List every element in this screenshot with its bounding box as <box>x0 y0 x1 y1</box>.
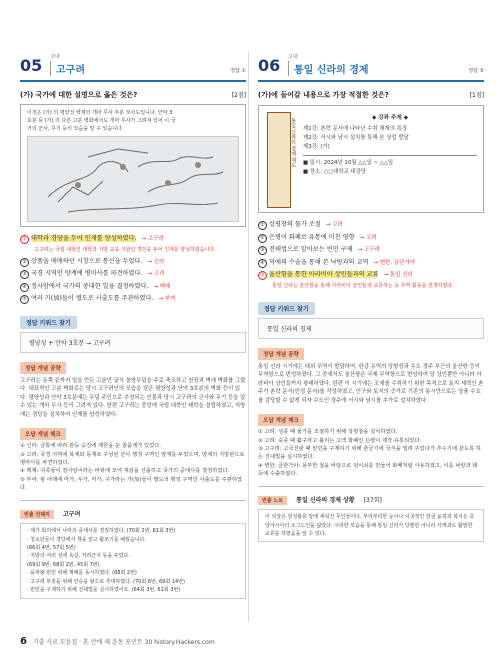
points: [1점] <box>469 92 484 99</box>
keyword-header: 정답 키워드 찾기 <box>258 302 315 315</box>
prompt-text: (가) 국가에 대한 설명으로 옳은 것은? <box>20 91 138 99</box>
option-mark: → 고려 <box>325 222 343 228</box>
option-1[interactable] <box>20 233 246 246</box>
scroll-banner <box>267 112 296 208</box>
option-text: 은병이 화폐로 유통에 미친 영향 <box>269 233 355 241</box>
answer-label: 정답 ① <box>230 68 246 74</box>
option-5[interactable] <box>258 269 484 282</box>
wrong-item: ④ 백제: 귀족들이 정사암이라는 바위에 모여 재상을 선출하고 국가의 중대사를 결정하였다. <box>20 468 230 475</box>
question-title: 고구려 <box>50 61 85 76</box>
poster-text <box>303 114 477 177</box>
wrong-item: ① 고려: 성종 때 물가를 조절하기 위해 상평창을 설치하였다. <box>258 429 398 436</box>
wrong-list <box>20 442 246 492</box>
wrong-item: ② 고려: 숙종 때 활구라고 불리는 고액 화폐인 은병이 제작·유통되었다. <box>258 437 422 444</box>
wrong-list <box>258 428 484 478</box>
wrong-item: ⑤ 부여: 왕 아래에 마가, 우가, 저가, 구가라는 가(加)들이 별도의 행정 구역인 사출도를 주관하였다. <box>20 476 242 491</box>
option-text: 울산항을 통한 아라비아 상인들과의 교류 <box>269 271 379 278</box>
option-text: 덕애의 수술을 통해 본 낙랑과의 교역 <box>269 258 369 266</box>
keyword-header: 정답 키워드 찾기 <box>20 316 77 329</box>
option-5[interactable] <box>20 293 246 306</box>
frequent-item: · 을파왕 빈민 위해 재해를 동시하였다. (68회 2번) <box>27 570 137 577</box>
frequent-text: 이 석상은 원성왕릉 앞에 세워진 무인상이다. 부리부리한 눈이나 이국적인 얼굴 윤곽과 복식은 중앙아시아의 소그드인을 닮았다. 이러한 모습을 통해 통일 신라가 당뿐만 아니라 서역과도 활발한 교류를 하였음을 알 수 있다. <box>258 509 484 542</box>
option-number: ⑤ <box>20 295 29 304</box>
lecture-row: 제1강: 촌락 문서에 나타난 수취 체제의 특징 <box>303 126 408 132</box>
frequent-code: [37회] <box>363 497 382 505</box>
option-mark: → 고구려 <box>141 236 164 242</box>
source-box <box>20 104 246 227</box>
option-number: ⑤ <box>258 271 267 280</box>
frequent-item: · 고구려 부흥을 위해 안승을 왕으로 추대하였다. (70회 6번, 69회 14번) <box>27 578 185 585</box>
concept-text: 고구려는 동쪽 끝까지 밀을 만든 고분인 굴식 돌방무덤을 주로 축조하고 천장과 벽에 벽화를 그렸다. 대표적인 고분 벽화로는 당시 고구려인의 모습을 담은 평양성과 안악 3호분의 벽화 등이 있다. 평양성과 안악 3호분에는 무덤 주인으로 추정되는 인물과 당시 고구려의 군사와 무기 등을 알 수 있는 개마 무사 등이 그려져 있다. 한편 고구려는 중앙에 국립 대학인 태학을 설립하였고, 지방에는 경당을 설치하여 인재를 양성하였다. <box>20 377 246 418</box>
poster-title: ◆ 강좌 주제 ◆ <box>371 115 409 121</box>
question-category: 고대 <box>50 54 60 60</box>
option-3[interactable] <box>258 244 484 257</box>
column-divider <box>248 52 249 622</box>
mural-image <box>27 136 239 222</box>
option-number: ③ <box>20 270 29 279</box>
right-column <box>258 52 484 542</box>
option-mark: → 변한, 금관가야 <box>373 259 416 266</box>
answer-label: 정답 ⑤ <box>468 68 484 74</box>
option-4[interactable] <box>258 257 484 270</box>
lecture-row: 제3강: (가) <box>303 144 330 150</box>
frequent-item: (66회 4번, 57회 5번) <box>27 545 76 552</box>
lecture-poster <box>258 105 484 213</box>
frequent-item: · 지방의 여러 성에 욕살, 처려근지 등을 두었다. <box>27 553 130 560</box>
option-number: ④ <box>258 259 267 268</box>
option-mark: → 통일 신라 <box>383 272 413 278</box>
option-text: 대학과 경당을 두어 인재를 양성하였다. <box>31 235 137 242</box>
concept-header: 정답 개념 공략 <box>258 348 304 360</box>
option-number: ① <box>20 235 29 244</box>
page-footer <box>20 636 215 647</box>
keyword-box: 통일 신라의 경제 <box>258 318 484 339</box>
frequent-title: 통일 신라의 경제 상황 <box>296 497 355 505</box>
question-number: 06 <box>258 56 281 75</box>
option-2[interactable] <box>20 256 246 269</box>
answer-options <box>20 233 246 306</box>
option-note: 통일 신라는 울산항을 통해 아라비아 상인들과 교류하는 등 무역 활동을 전개하였다. <box>272 282 454 289</box>
option-2[interactable] <box>258 232 484 245</box>
question-header <box>20 52 246 82</box>
frequent-tag: 빈출 노트 <box>258 496 287 505</box>
frequent-item: · 제가 회의에서 나라의 중대사를 결정하였다. (70회 2번, 61회 3번) <box>27 528 176 535</box>
poster-date: ■ 일시: 2024년 10월 △△일 ~ △△일 <box>303 160 394 166</box>
frequent-note <box>258 486 484 542</box>
question-category: 고대 <box>288 54 298 60</box>
question-prompt <box>258 90 484 102</box>
source-line: 호분 등 (가) 의 다른 고분 벽화에서도 개마 무사가 그려져 있어 이 국 <box>27 118 176 124</box>
wrong-item: ③ 고구려: 고국천왕 때 빈민을 구제하기 위해 춘궁기에 국식을 빌려 주었다가 추수기에 갚도록 하는 진대법을 실시하였다. <box>258 446 481 461</box>
option-mark: → 신라 <box>147 258 165 265</box>
option-text: 상평창의 물가 조절 <box>269 221 321 228</box>
frequent-options <box>20 500 246 598</box>
source-line: 이것은 (가) 의 평양성 백제의 개마 무사 부분 모사도입니다. 안악 3 <box>27 110 173 116</box>
concept-header: 정답 개념 공략 <box>20 362 66 374</box>
wrong-item: ② 신라: 금통에 따라 관등 승진에 제한을 둔 골품제가 있었다. <box>20 443 162 450</box>
prompt-text: (가)에 들어갈 내용으로 가장 적절한 것은? <box>258 91 389 99</box>
frequent-item: (69회 9번, 68회 2번, 45회 7번) <box>27 561 100 568</box>
option-number: ④ <box>20 283 29 292</box>
concept-text: 통일 신라 시기에는 대외 무역이 발달하여, 한강 유역의 당항성과 수도 경주 부근의 울산항 등이 무역항으로 번성하였다. 그 중에서도 울산항은 국제 무역항으로 번성하여 당 상인뿐만 아니라 아라비아 상인들까지 왕래하였다. 한편 이 시기에는 조세를 수취하기 위한 목적으로 토지 세력인 촌주가 촌락 문서(민정 문서)를 작성하였고, 인구와 토지의 증가로 기존의 동시만으로는 상품 수요를 감당할 수 없게 되자 수도인 경주에 서시와 남시를 추가로 설치하였다. <box>258 363 484 404</box>
option-mark: → 부여 <box>158 296 176 302</box>
frequent-item: · 빈민을 구제하기 위해 진대법을 실시하였어요. (64회 3번, 61회 3번) <box>27 587 181 594</box>
option-text: 국경 지역인 양계에 병마사를 파견하였다. <box>31 270 143 277</box>
option-number: ② <box>258 234 267 243</box>
wrong-item: ④ 변한, 금관가야: 풍부한 철을 바탕으로 덩이쇠를 만들어 화폐처럼 사용하였고, 이를 낙랑과 왜 등에 수출하였다. <box>258 462 478 477</box>
frequent-list <box>20 523 246 598</box>
wrong-item: ③ 고려: 국경 지역에 북계와 동계로 구성된 군사 행정 구역인 양계를 두었으며, 양계의 지방관으로 병마사를 파견하였다. <box>20 451 245 467</box>
scroll-text: 통일 신라의 경제 제도 <box>290 118 296 168</box>
keyword-box: 평양성 + 안악 3호분 → 고구려 <box>20 332 246 353</box>
option-mark: → 고려 <box>359 234 377 241</box>
frequent-tag: 빈출 선택지 <box>20 510 54 519</box>
option-text: 전태법으로 알아보는 빈민 구제 <box>269 246 353 253</box>
option-number: ③ <box>258 246 267 255</box>
option-number: ② <box>20 258 29 267</box>
question-number: 05 <box>20 56 43 75</box>
poster-divider <box>303 155 477 156</box>
option-mark: → 고려 <box>147 271 165 277</box>
lecture-row: 제2강: 서시와 남시 설치를 통해 본 상업 발달 <box>303 135 409 141</box>
points: [2점] <box>231 92 246 99</box>
frequent-item: · 청소년들이 경당에서 책을 읽고 활쏘기를 배웠습니다. <box>27 536 146 543</box>
option-3[interactable] <box>20 268 246 281</box>
wrong-header: 오답 개념 체크 <box>20 428 66 440</box>
option-1[interactable] <box>258 219 484 232</box>
option-4[interactable] <box>20 281 246 294</box>
question-title: 통일 신라의 경제 <box>288 61 369 76</box>
frequent-title: 고구려 <box>63 511 81 519</box>
option-number: ① <box>258 221 267 230</box>
option-mark: → 고구려 <box>357 247 380 253</box>
question-prompt <box>20 90 246 102</box>
option-text: 여러 가(加)들이 별도로 사출도를 주관하였다. <box>31 295 154 302</box>
answer-options <box>258 219 484 290</box>
option-text: 정사암에서 국가의 중대한 일을 결정하였다. <box>31 282 149 290</box>
option-mark: → 백제 <box>153 283 171 290</box>
wrong-header: 오답 개념 체크 <box>258 414 304 426</box>
option-text: 상품을 매매하던 시장으로 통신을 두었다. <box>31 257 143 265</box>
footer-text: 기출 사료 모음집 · 혼 안에 새 흔동 포인트 30 history.Hackers.com <box>32 639 215 646</box>
poster-place: ■ 장소: ○○대학교 대강당 <box>303 169 367 175</box>
option-note: 고구려는 국립 대학인 태학과 지방 교육 기관인 경당을 두어 인재를 양성하였습니다. <box>34 246 216 253</box>
question-header <box>258 52 484 82</box>
page-number: 6 <box>20 636 27 647</box>
left-column <box>20 52 246 599</box>
source-line: 가의 군사, 무기 등의 모습을 알 수 있습니다. <box>27 126 124 132</box>
